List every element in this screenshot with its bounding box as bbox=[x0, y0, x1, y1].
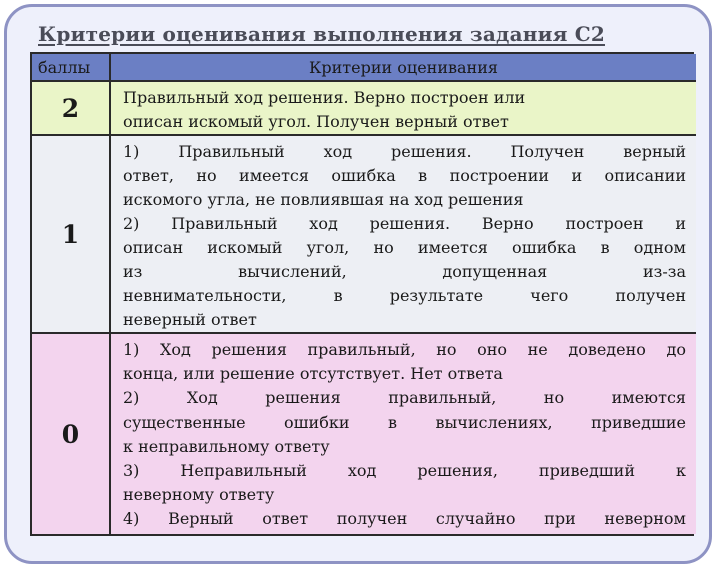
score-cell-1: 1 bbox=[32, 136, 111, 334]
criteria-cell-2 bbox=[111, 82, 696, 136]
criteria-line: описан искомый угол. Получен верный ответ bbox=[123, 112, 509, 131]
criteria-line: описан искомый угол, но имеется ошибка в одном bbox=[123, 238, 686, 257]
header-criteria: Критерии оценивания bbox=[111, 54, 696, 82]
criteria-line: существенные ошибки в вычислениях, приведшие bbox=[123, 412, 686, 432]
criteria-line: 3) Неправильный ход решения, приведший к bbox=[123, 461, 686, 481]
criteria-line: Правильный ход решения. Верно построен или bbox=[123, 88, 526, 107]
criteria-line: 2) Правильный ход решения. Верно построен и bbox=[123, 214, 686, 233]
score-cell-0: 0 bbox=[32, 334, 111, 534]
criteria-line: искомого угла, не повлиявшая на ход решения bbox=[123, 190, 524, 209]
criteria-line: 4) Верный ответ получен случайно при неверном bbox=[123, 509, 686, 529]
criteria-cell-1 bbox=[111, 136, 696, 334]
criteria-line: 1) Ход решения правильный, но оно не доведено до bbox=[123, 340, 686, 359]
criteria-line: неверный ответ bbox=[123, 310, 257, 329]
header-score: баллы bbox=[32, 54, 111, 82]
criteria-line: из вычислений, допущенная из-за bbox=[123, 262, 686, 281]
slide-title: Критерии оценивания выполнения задания С2 bbox=[38, 22, 605, 46]
score-cell-2: 2 bbox=[32, 82, 111, 136]
criteria-line: невнимательности, в результате чего получен bbox=[123, 286, 686, 305]
criteria-line: 1) Правильный ход решения. Получен верный bbox=[123, 142, 686, 161]
criteria-line: 2) Ход решения правильный, но имеются bbox=[123, 388, 686, 408]
criteria-line: к неправильному ответу bbox=[123, 436, 330, 456]
criteria-cell-0 bbox=[111, 334, 696, 534]
criteria-table bbox=[30, 52, 694, 536]
criteria-line: конца, или решение отсутствует. Нет ответа bbox=[123, 364, 503, 384]
criteria-line: ответ, но имеется ошибка в построении и описании bbox=[123, 166, 686, 185]
criteria-line: неверному ответу bbox=[123, 485, 275, 505]
